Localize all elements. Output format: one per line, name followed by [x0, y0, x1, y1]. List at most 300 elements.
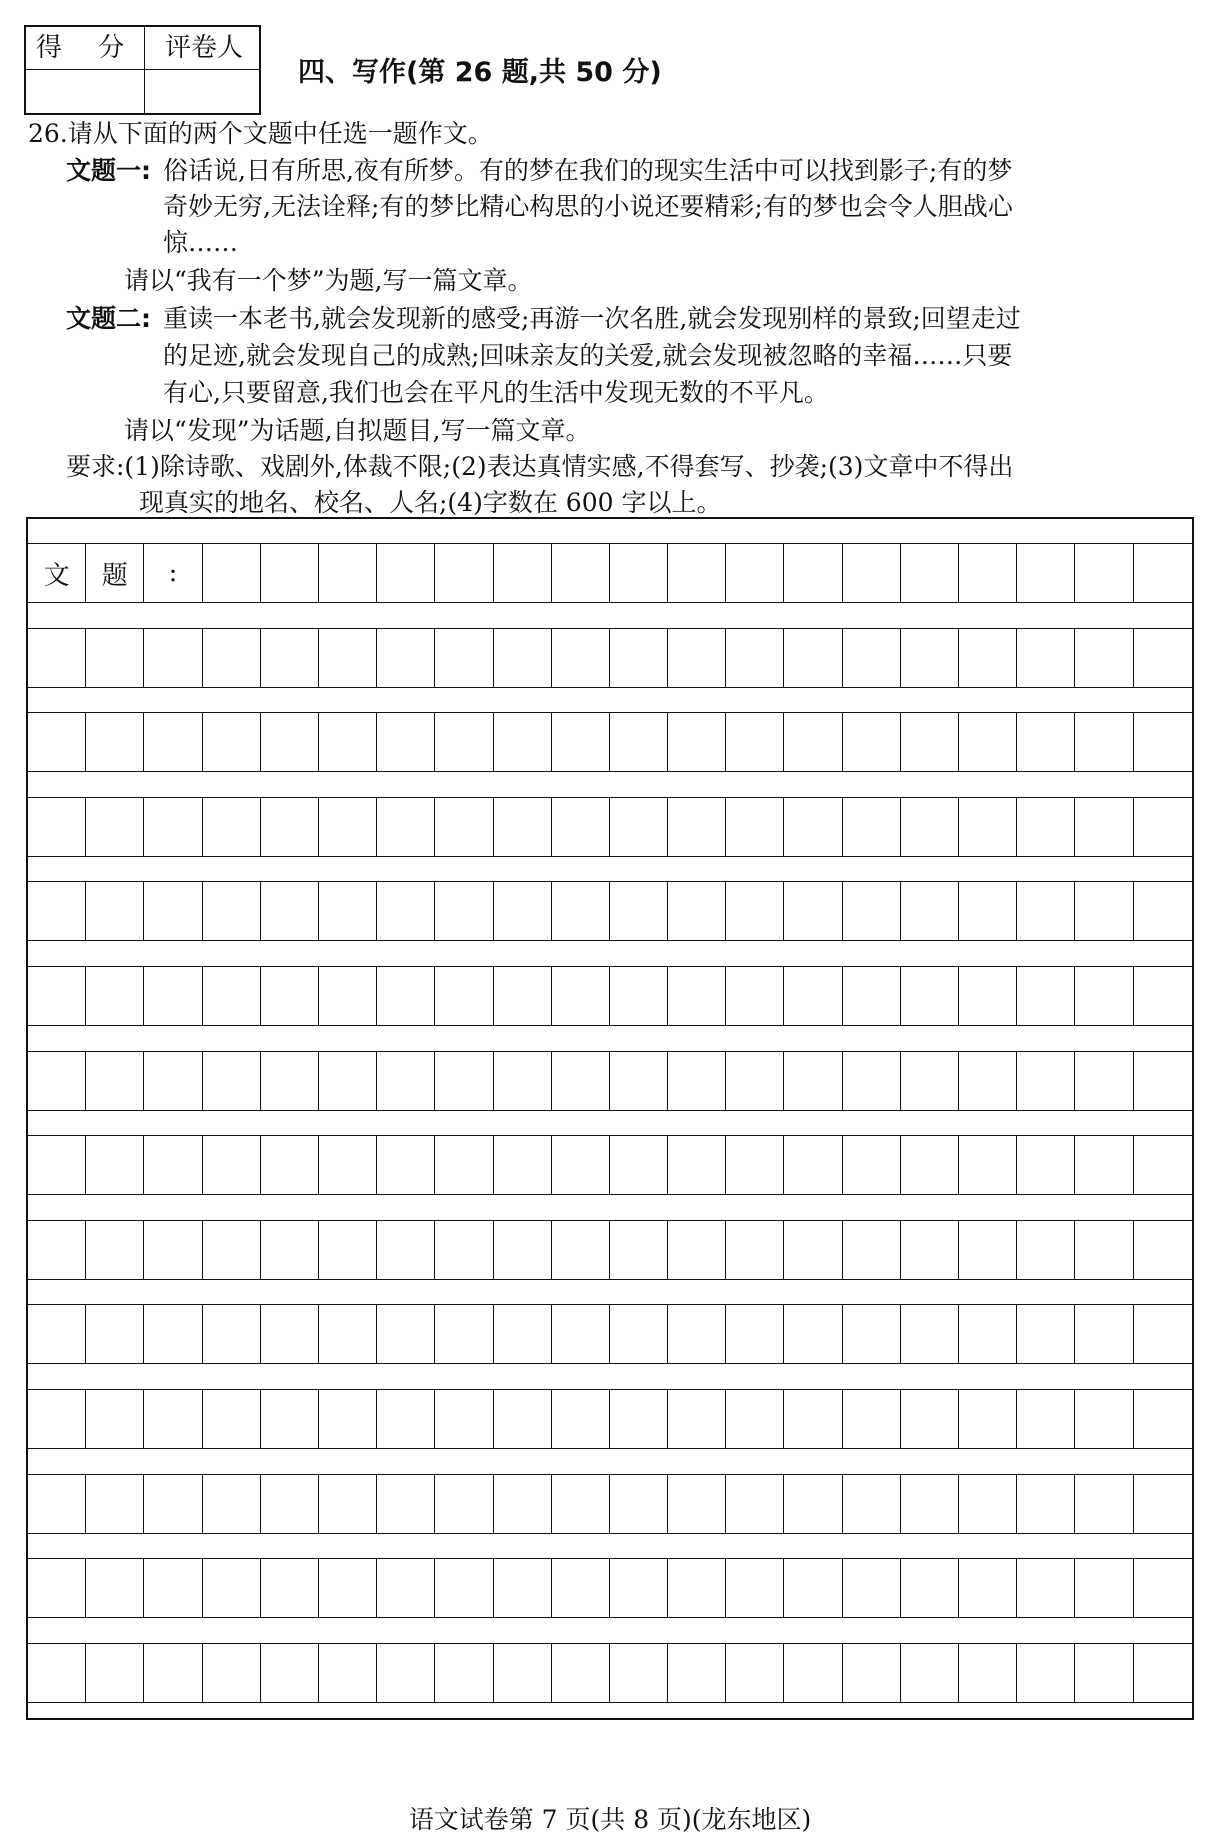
grid-cell[interactable]: [726, 1052, 784, 1110]
grid-cell[interactable]: [377, 1305, 435, 1363]
grid-cell[interactable]: [610, 1052, 668, 1110]
grid-row: [28, 1220, 1192, 1280]
grid-cell[interactable]: [552, 1221, 610, 1279]
grid-cell[interactable]: [1017, 967, 1075, 1025]
grid-cell[interactable]: [668, 967, 726, 1025]
grid-cell[interactable]: [261, 544, 319, 602]
grid-cell[interactable]: [494, 1305, 552, 1363]
grid-cell[interactable]: [319, 1052, 377, 1110]
grid-cell[interactable]: [86, 1475, 144, 1533]
grid-cell[interactable]: [610, 798, 668, 856]
grid-cell[interactable]: [668, 1559, 726, 1617]
grid-cell[interactable]: [784, 1559, 842, 1617]
grid-cell[interactable]: [1075, 1644, 1133, 1702]
grid-cell[interactable]: [843, 1390, 901, 1448]
grid-cell[interactable]: [784, 1475, 842, 1533]
grid-cell[interactable]: [1017, 713, 1075, 771]
grid-cell[interactable]: [1017, 1644, 1075, 1702]
grid-cell[interactable]: [843, 1221, 901, 1279]
grid-cell[interactable]: [377, 713, 435, 771]
grid-cell[interactable]: [1075, 1559, 1133, 1617]
grid-cell[interactable]: [610, 1221, 668, 1279]
grid-cell[interactable]: [86, 1136, 144, 1194]
grid-cell[interactable]: [261, 1559, 319, 1617]
grid-cell[interactable]: [552, 544, 610, 602]
grid-cell[interactable]: [144, 1390, 202, 1448]
grid-cell[interactable]: [843, 629, 901, 687]
grid-cell[interactable]: [494, 1644, 552, 1702]
grid-cell[interactable]: [843, 1644, 901, 1702]
grid-cell[interactable]: [1017, 1052, 1075, 1110]
grid-cell[interactable]: [726, 629, 784, 687]
grid-cell[interactable]: [28, 1559, 86, 1617]
grid-cell[interactable]: [261, 1305, 319, 1363]
grid-cell[interactable]: [435, 544, 493, 602]
grid-row: [28, 1643, 1192, 1703]
grid-cell[interactable]: [319, 1390, 377, 1448]
grid-cell[interactable]: [959, 629, 1017, 687]
grid-cell[interactable]: [1017, 1305, 1075, 1363]
grid-cell[interactable]: [726, 1136, 784, 1194]
grid-cell[interactable]: [319, 713, 377, 771]
grid-cell[interactable]: [86, 1221, 144, 1279]
grid-cell[interactable]: [668, 798, 726, 856]
grid-cell[interactable]: [28, 629, 86, 687]
grid-cell[interactable]: [144, 1305, 202, 1363]
grid-cell[interactable]: [610, 882, 668, 940]
grid-cell[interactable]: [86, 629, 144, 687]
grid-cell[interactable]: [959, 1644, 1017, 1702]
grid-cell[interactable]: [435, 1559, 493, 1617]
grid-cell[interactable]: [261, 967, 319, 1025]
grid-cell[interactable]: [726, 1475, 784, 1533]
grid-cell[interactable]: [494, 1559, 552, 1617]
grid-cell[interactable]: [86, 1644, 144, 1702]
grid-cell[interactable]: [319, 544, 377, 602]
grid-cell[interactable]: [203, 1559, 261, 1617]
grid-cell[interactable]: [610, 1136, 668, 1194]
grid-cell[interactable]: [494, 1221, 552, 1279]
grid-cell[interactable]: [901, 713, 959, 771]
grid-cell[interactable]: [901, 1305, 959, 1363]
grid-cell[interactable]: [377, 629, 435, 687]
grid-cell[interactable]: [28, 882, 86, 940]
grid-cell[interactable]: [377, 1390, 435, 1448]
grid-cell[interactable]: [203, 1221, 261, 1279]
grid-cell[interactable]: [435, 882, 493, 940]
grid-cell[interactable]: [435, 798, 493, 856]
grid-cell[interactable]: [1075, 882, 1133, 940]
grid-cell[interactable]: [1134, 1305, 1192, 1363]
grid-cell[interactable]: [435, 629, 493, 687]
grid-cell[interactable]: [28, 1221, 86, 1279]
grid-cell[interactable]: [1075, 629, 1133, 687]
grid-cell[interactable]: [28, 1136, 86, 1194]
grid-cell[interactable]: [901, 1559, 959, 1617]
grid-cell[interactable]: [319, 1221, 377, 1279]
grid-cell[interactable]: [610, 1559, 668, 1617]
grid-cell[interactable]: [319, 1644, 377, 1702]
grid-cell[interactable]: [86, 1390, 144, 1448]
grid-cell[interactable]: [144, 1475, 202, 1533]
grid-cell[interactable]: [144, 1136, 202, 1194]
grid-cell[interactable]: [1134, 1052, 1192, 1110]
grid-cell[interactable]: [610, 1305, 668, 1363]
grid-cell[interactable]: [959, 544, 1017, 602]
grid-cell[interactable]: [144, 1559, 202, 1617]
grid-cell[interactable]: [901, 798, 959, 856]
grid-cell[interactable]: [1075, 1221, 1133, 1279]
grid-cell[interactable]: [319, 1475, 377, 1533]
grid-cell[interactable]: [843, 1136, 901, 1194]
grid-cell[interactable]: [435, 1644, 493, 1702]
grid-cell[interactable]: [261, 713, 319, 771]
grid-cell[interactable]: [1134, 1559, 1192, 1617]
title-cell[interactable]: 文: [28, 544, 86, 602]
grid-cell[interactable]: [843, 1559, 901, 1617]
grid-cell[interactable]: [1017, 1221, 1075, 1279]
grid-cell[interactable]: [843, 967, 901, 1025]
grid-cell[interactable]: [203, 1052, 261, 1110]
grid-cell[interactable]: [435, 1052, 493, 1110]
grid-cell[interactable]: [901, 1644, 959, 1702]
grid-cell[interactable]: [784, 1052, 842, 1110]
topic1-label: 文题一:: [66, 156, 151, 185]
grid-cell[interactable]: [552, 629, 610, 687]
grid-cell[interactable]: [552, 967, 610, 1025]
grid-cell[interactable]: [435, 1475, 493, 1533]
title-cell[interactable]: 题: [86, 544, 144, 602]
grid-cell[interactable]: [86, 882, 144, 940]
grid-cell[interactable]: [144, 1221, 202, 1279]
grid-cell[interactable]: [668, 713, 726, 771]
grid-cell[interactable]: [319, 1305, 377, 1363]
grid-cell[interactable]: [144, 713, 202, 771]
grid-cell[interactable]: [668, 1644, 726, 1702]
grid-cell[interactable]: [726, 967, 784, 1025]
grid-cell[interactable]: [144, 629, 202, 687]
grid-cell[interactable]: [435, 1390, 493, 1448]
grid-cell[interactable]: [610, 713, 668, 771]
title-cell[interactable]: :: [144, 544, 202, 602]
grid-cell[interactable]: [1075, 544, 1133, 602]
grid-cell[interactable]: [28, 1305, 86, 1363]
grid-cell[interactable]: [1075, 713, 1133, 771]
grid-cell[interactable]: [261, 1475, 319, 1533]
grid-cell[interactable]: [435, 967, 493, 1025]
grid-cell[interactable]: [144, 967, 202, 1025]
grid-cell[interactable]: [377, 1052, 435, 1110]
grid-cell[interactable]: [494, 713, 552, 771]
grid-cell[interactable]: [668, 1221, 726, 1279]
grid-cell[interactable]: [86, 713, 144, 771]
grid-cell[interactable]: [784, 1136, 842, 1194]
grid-cell[interactable]: [203, 1305, 261, 1363]
grid-cell[interactable]: [843, 882, 901, 940]
grid-cell[interactable]: [377, 1136, 435, 1194]
grid-cell[interactable]: [494, 798, 552, 856]
grid-cell[interactable]: [1017, 1475, 1075, 1533]
grid-cell[interactable]: [494, 1390, 552, 1448]
grid-row: [28, 1389, 1192, 1449]
grid-cell[interactable]: [435, 1136, 493, 1194]
grid-cell[interactable]: [1134, 1644, 1192, 1702]
grid-cell[interactable]: [377, 967, 435, 1025]
grid-cell[interactable]: [1134, 1475, 1192, 1533]
grid-cell[interactable]: [1134, 967, 1192, 1025]
grid-cell[interactable]: [784, 1390, 842, 1448]
grid-cell[interactable]: [843, 544, 901, 602]
grid-cell[interactable]: [494, 544, 552, 602]
grid-cell[interactable]: [377, 798, 435, 856]
grid-cell[interactable]: [377, 1644, 435, 1702]
grid-row: [28, 1051, 1192, 1111]
grid-cell[interactable]: [726, 713, 784, 771]
grid-cell[interactable]: [726, 882, 784, 940]
grid-cell[interactable]: [901, 1136, 959, 1194]
grid-cell[interactable]: [377, 1475, 435, 1533]
grid-cell[interactable]: [319, 882, 377, 940]
grid-cell[interactable]: [261, 798, 319, 856]
grid-cell[interactable]: [86, 1305, 144, 1363]
grid-cell[interactable]: [494, 1052, 552, 1110]
grid-cell[interactable]: [1017, 1136, 1075, 1194]
grid-cell[interactable]: [959, 1052, 1017, 1110]
grid-cell[interactable]: [203, 713, 261, 771]
grid-row: [28, 1474, 1192, 1534]
grid-cell[interactable]: [435, 713, 493, 771]
grid-cell[interactable]: [377, 1221, 435, 1279]
grid-cell[interactable]: [843, 1305, 901, 1363]
grid-cell[interactable]: [261, 1052, 319, 1110]
grid-cell[interactable]: [610, 544, 668, 602]
grid-cell[interactable]: [668, 882, 726, 940]
grid-cell[interactable]: [435, 1221, 493, 1279]
grid-cell[interactable]: [319, 967, 377, 1025]
grid-cell[interactable]: [668, 629, 726, 687]
grid-cell[interactable]: [668, 1052, 726, 1110]
grid-cell[interactable]: [784, 798, 842, 856]
grid-cell[interactable]: [552, 1475, 610, 1533]
grid-cell[interactable]: [959, 1221, 1017, 1279]
grid-cell[interactable]: [203, 1136, 261, 1194]
grid-cell[interactable]: [319, 798, 377, 856]
grid-cell[interactable]: [319, 1136, 377, 1194]
grid-cell[interactable]: [1134, 544, 1192, 602]
grid-cell[interactable]: [203, 1644, 261, 1702]
grid-row: [28, 881, 1192, 941]
grid-cell[interactable]: [261, 1221, 319, 1279]
score-label: 得 分: [36, 33, 139, 63]
grid-cell[interactable]: [959, 1305, 1017, 1363]
grader-label: 评卷人: [164, 33, 243, 63]
grid-row: [28, 1558, 1192, 1618]
grid-cell[interactable]: [144, 882, 202, 940]
grid-cell[interactable]: [1134, 1136, 1192, 1194]
grid-cell[interactable]: [377, 1559, 435, 1617]
grid-cell[interactable]: [959, 1136, 1017, 1194]
grid-cell[interactable]: [28, 1390, 86, 1448]
grid-cell[interactable]: [203, 882, 261, 940]
grid-cell[interactable]: [1075, 1475, 1133, 1533]
grid-cell[interactable]: [319, 1559, 377, 1617]
grid-cell[interactable]: [1017, 882, 1075, 940]
grid-cell[interactable]: [1075, 967, 1133, 1025]
grid-cell[interactable]: [28, 713, 86, 771]
grid-cell[interactable]: [203, 629, 261, 687]
grid-cell[interactable]: [784, 967, 842, 1025]
grid-cell[interactable]: [843, 798, 901, 856]
grid-cell[interactable]: [1075, 1052, 1133, 1110]
grid-cell[interactable]: [203, 1390, 261, 1448]
grid-cell[interactable]: [203, 798, 261, 856]
grid-cell[interactable]: [28, 1475, 86, 1533]
grid-cell[interactable]: [668, 1475, 726, 1533]
grid-cell[interactable]: [959, 713, 1017, 771]
grid-cell[interactable]: [726, 1305, 784, 1363]
grid-cell[interactable]: [610, 1644, 668, 1702]
grid-cell[interactable]: [726, 544, 784, 602]
grid-cell[interactable]: [261, 882, 319, 940]
grid-cell[interactable]: [552, 713, 610, 771]
grid-cell[interactable]: [843, 713, 901, 771]
grid-cell[interactable]: [319, 629, 377, 687]
topic1-line: 惊……: [163, 228, 239, 257]
grid-cell[interactable]: [1017, 629, 1075, 687]
grid-cell[interactable]: [86, 798, 144, 856]
grid-cell[interactable]: [144, 798, 202, 856]
grid-cell[interactable]: [494, 967, 552, 1025]
grid-cell[interactable]: [784, 713, 842, 771]
grid-cell[interactable]: [901, 967, 959, 1025]
grid-cell[interactable]: [959, 967, 1017, 1025]
grid-cell[interactable]: [1017, 798, 1075, 856]
grid-cell[interactable]: [377, 882, 435, 940]
grid-cell[interactable]: [203, 544, 261, 602]
grid-cell[interactable]: [494, 629, 552, 687]
grid-cell[interactable]: [552, 1136, 610, 1194]
grid-cell[interactable]: [377, 544, 435, 602]
grid-cell[interactable]: [552, 1052, 610, 1110]
grid-cell[interactable]: [901, 544, 959, 602]
grid-cell[interactable]: [784, 882, 842, 940]
grid-cell[interactable]: [1075, 798, 1133, 856]
grid-cell[interactable]: [1075, 1136, 1133, 1194]
grid-cell[interactable]: [86, 1559, 144, 1617]
grid-cell[interactable]: [552, 1559, 610, 1617]
grid-cell[interactable]: [144, 1052, 202, 1110]
grid-cell[interactable]: [86, 967, 144, 1025]
grid-cell[interactable]: [610, 1475, 668, 1533]
grid-cell[interactable]: [494, 1475, 552, 1533]
grid-cell[interactable]: [843, 1475, 901, 1533]
grid-cell[interactable]: [552, 1390, 610, 1448]
grid-cell[interactable]: [552, 1305, 610, 1363]
grid-cell[interactable]: [1134, 1390, 1192, 1448]
grid-cell[interactable]: [1134, 713, 1192, 771]
grid-cell[interactable]: [28, 1052, 86, 1110]
title-row: [28, 543, 1192, 603]
grid-cell[interactable]: [261, 629, 319, 687]
grid-cell[interactable]: [494, 882, 552, 940]
grid-cell[interactable]: [1134, 629, 1192, 687]
grid-cell[interactable]: [784, 629, 842, 687]
grid-cell[interactable]: [1134, 798, 1192, 856]
grid-cell[interactable]: [784, 1221, 842, 1279]
grid-cell[interactable]: [784, 1305, 842, 1363]
grid-cell[interactable]: [901, 882, 959, 940]
page-footer: 语文试卷第 7 页(共 8 页)(龙东地区): [408, 1805, 812, 1834]
grid-cell[interactable]: [86, 1052, 144, 1110]
grid-cell[interactable]: [552, 798, 610, 856]
grid-cell[interactable]: [261, 1136, 319, 1194]
grid-cell[interactable]: [1017, 1559, 1075, 1617]
grid-cell[interactable]: [959, 798, 1017, 856]
grid-cell[interactable]: [784, 1644, 842, 1702]
grid-cell[interactable]: [28, 967, 86, 1025]
grid-cell[interactable]: [1017, 1390, 1075, 1448]
grid-cell[interactable]: [610, 967, 668, 1025]
topic2-label: 文题二:: [66, 304, 151, 333]
grid-cell[interactable]: [144, 1644, 202, 1702]
grid-cell[interactable]: [1017, 544, 1075, 602]
grid-cell[interactable]: [261, 1390, 319, 1448]
grid-cell[interactable]: [668, 1136, 726, 1194]
grid-cell[interactable]: [901, 1390, 959, 1448]
writing-grid[interactable]: [26, 517, 1194, 1720]
grid-cell[interactable]: [668, 544, 726, 602]
grid-cell[interactable]: [610, 1390, 668, 1448]
topic1-instruction: 请以“我有一个梦”为题,写一篇文章。: [124, 266, 533, 295]
grid-cell[interactable]: [494, 1136, 552, 1194]
grid-cell[interactable]: [1075, 1305, 1133, 1363]
grid-cell[interactable]: [726, 1390, 784, 1448]
topic2-instruction: 请以“发现”为话题,自拟题目,写一篇文章。: [124, 416, 591, 445]
grid-row: [28, 712, 1192, 772]
grid-cell[interactable]: [726, 798, 784, 856]
grid-cell[interactable]: [901, 1052, 959, 1110]
grid-cell[interactable]: [28, 1644, 86, 1702]
grid-row: [28, 628, 1192, 688]
grid-cell[interactable]: [726, 1559, 784, 1617]
grid-cell[interactable]: [901, 629, 959, 687]
grid-cell[interactable]: [1075, 1390, 1133, 1448]
grid-cell[interactable]: [668, 1390, 726, 1448]
grid-cell[interactable]: [843, 1052, 901, 1110]
grid-cell[interactable]: [1134, 882, 1192, 940]
grid-cell[interactable]: [668, 1305, 726, 1363]
grid-cell[interactable]: [552, 1644, 610, 1702]
grid-cell[interactable]: [959, 1390, 1017, 1448]
grid-cell[interactable]: [203, 967, 261, 1025]
grid-cell[interactable]: [959, 1559, 1017, 1617]
grid-cell[interactable]: [1134, 1221, 1192, 1279]
score-box: [24, 25, 261, 115]
grid-cell[interactable]: [784, 544, 842, 602]
grid-cell[interactable]: [435, 1305, 493, 1363]
grid-cell[interactable]: [610, 629, 668, 687]
grid-cell[interactable]: [901, 1475, 959, 1533]
grid-cell[interactable]: [261, 1644, 319, 1702]
grid-cell[interactable]: [959, 882, 1017, 940]
grid-cell[interactable]: [726, 1221, 784, 1279]
grid-cell[interactable]: [552, 882, 610, 940]
grid-cell[interactable]: [726, 1644, 784, 1702]
grid-cell[interactable]: [901, 1221, 959, 1279]
grid-cell[interactable]: [28, 798, 86, 856]
grid-cell[interactable]: [203, 1475, 261, 1533]
grid-cell[interactable]: [959, 1475, 1017, 1533]
